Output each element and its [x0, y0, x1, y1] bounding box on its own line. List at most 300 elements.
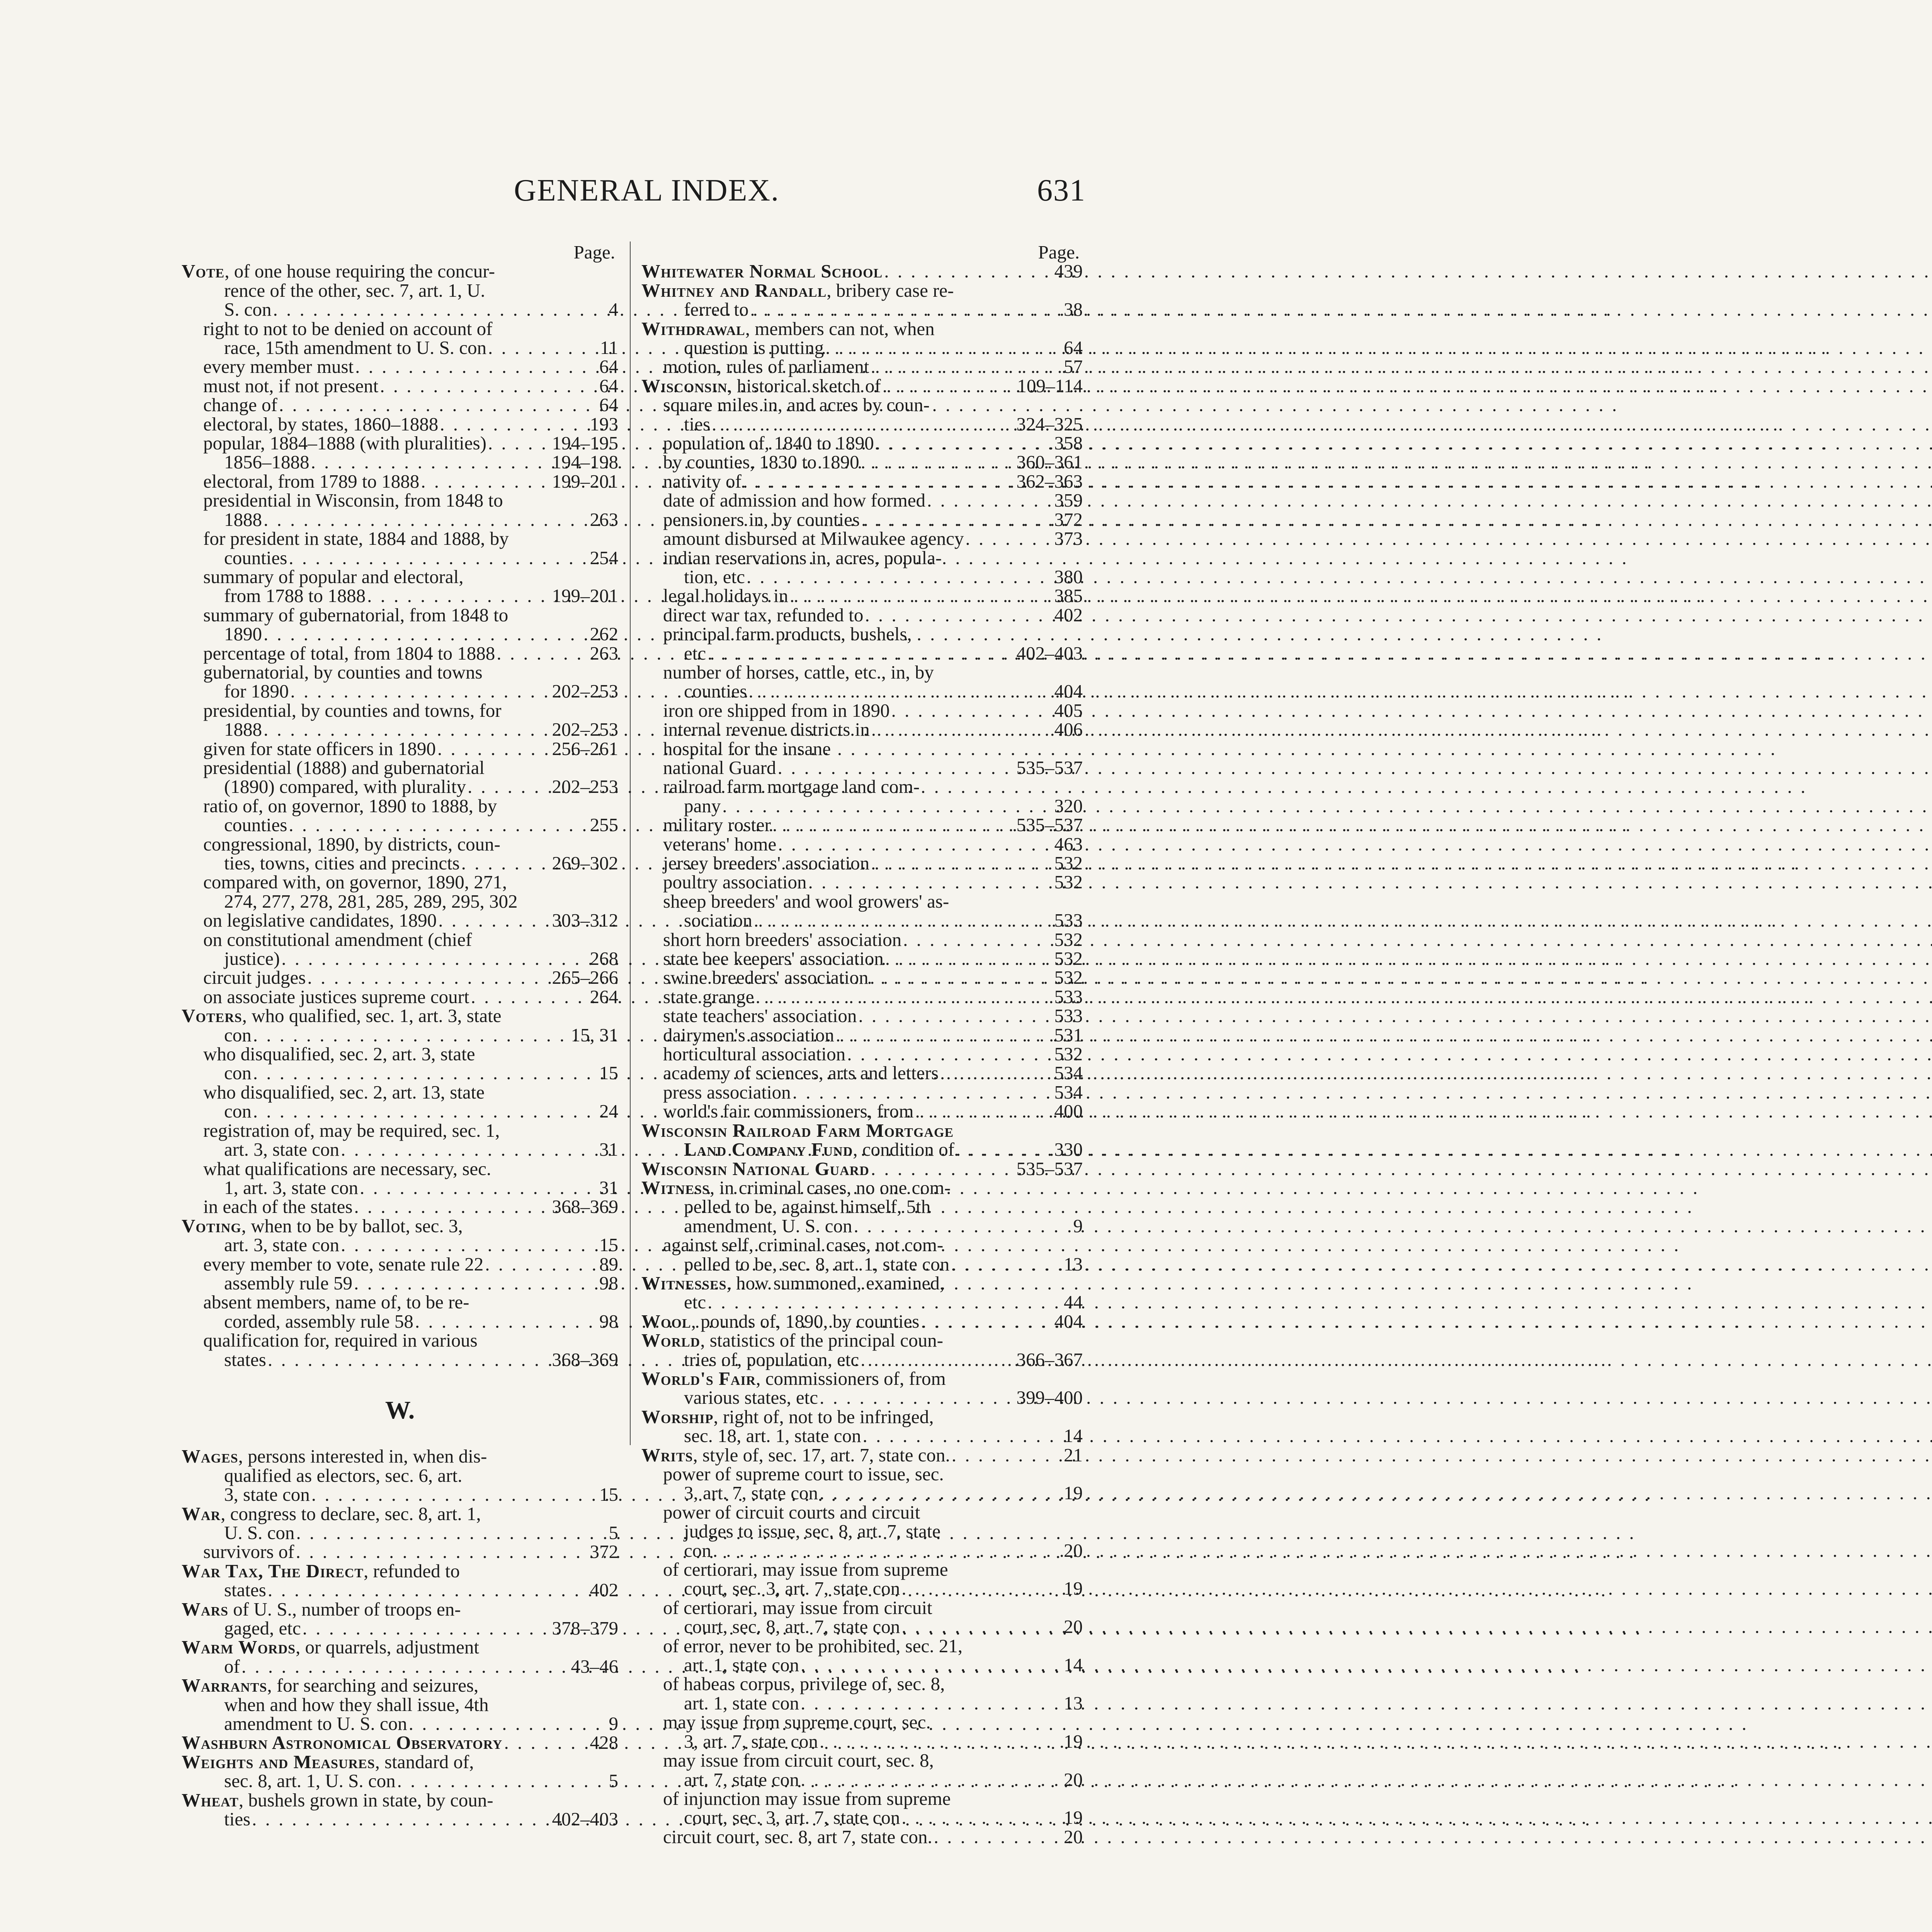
index-entry — [641, 376, 1083, 395]
dot-leader — [745, 567, 1054, 586]
entry-description: , right of, not to be infringed, — [713, 1406, 934, 1427]
index-entry — [182, 949, 618, 968]
entry-description: principal farm products, bushels, — [663, 623, 912, 645]
page-column-label: Page. — [573, 242, 615, 263]
dot-leader — [352, 1274, 599, 1293]
entry-description: , bribery case re- — [827, 279, 954, 301]
dot-leader — [870, 720, 1054, 739]
entry-text — [224, 281, 485, 300]
page-reference: 199–201 — [552, 585, 618, 607]
entry-description: sociation — [684, 910, 752, 931]
index-entry — [641, 1006, 1083, 1025]
section-letter-w: W. — [385, 1396, 415, 1424]
entry-text — [663, 1083, 791, 1102]
index-entry — [641, 1446, 1083, 1464]
index-entry — [182, 1197, 618, 1216]
entry-text — [663, 720, 870, 739]
entry-description: tries of, population, etc — [684, 1349, 859, 1370]
index-entry — [182, 1312, 618, 1331]
entry-description: pensioners in, by counties — [663, 509, 860, 530]
entry-text — [203, 872, 507, 891]
entry-heading: War Tax, The Direct — [182, 1560, 364, 1582]
page-reference: 360–361 — [1016, 451, 1083, 473]
page-reference: 531 — [1054, 1024, 1083, 1046]
entry-text — [182, 1561, 460, 1580]
dot-leader — [754, 987, 1054, 1006]
index-entry — [641, 395, 1083, 414]
dot-leader — [706, 1293, 1064, 1311]
dot-leader — [262, 624, 590, 643]
page-number: 631 — [1037, 173, 1086, 207]
entry-text — [224, 682, 289, 701]
entry-heading: Voters — [182, 1005, 242, 1027]
entry-description: presidential in Wisconsin, from 1848 to — [203, 490, 503, 511]
entry-description: poultry association — [663, 871, 807, 893]
index-entry — [641, 1655, 1083, 1674]
entry-text — [641, 1274, 944, 1293]
index-entry — [182, 663, 618, 682]
page-reference: 202–253 — [552, 719, 618, 740]
entry-text — [663, 395, 930, 414]
index-entry — [182, 1026, 618, 1044]
index-entry — [182, 1159, 618, 1178]
dot-leader — [294, 1523, 609, 1542]
entry-description: corded, assembly rule 58 — [224, 1310, 413, 1332]
page-reference: 366–367 — [1016, 1349, 1083, 1370]
page-reference: 255 — [590, 814, 618, 836]
entry-description: horticultural association — [663, 1043, 846, 1065]
entry-text — [663, 1044, 845, 1063]
entry-description: con — [684, 1539, 711, 1561]
entry-description: , congress to declare, sec. 8, art. 1, — [221, 1503, 481, 1524]
entry-text — [663, 1636, 963, 1655]
entry-description: , statistics of the principal coun- — [700, 1330, 943, 1351]
dot-leader — [486, 338, 600, 357]
entry-description: etc — [684, 642, 706, 664]
entry-description: summary of popular and electoral, — [203, 566, 464, 587]
index-entry — [641, 739, 1083, 758]
entry-text — [224, 1274, 352, 1293]
index-entry — [641, 1274, 1083, 1293]
entry-description: every member must — [203, 356, 354, 378]
entry-heading: Land Company Fund — [684, 1139, 853, 1160]
entry-description: swine breeders' association — [663, 967, 869, 988]
index-entry — [641, 281, 1083, 300]
entry-text — [663, 452, 859, 471]
entry-description: of certiorari, may issue from supreme — [663, 1559, 948, 1580]
page-reference: 109–114 — [1017, 375, 1083, 396]
page-reference: 20 — [1064, 1769, 1083, 1790]
entry-description: summary of gubernatorial, from 1848 to — [203, 604, 509, 626]
entry-description: 1888 — [224, 719, 262, 740]
entry-description: amendment, U. S. con — [684, 1215, 852, 1236]
dot-leader — [438, 415, 590, 434]
entry-heading: Whitewater Normal School — [641, 260, 883, 282]
entry-text — [224, 1580, 266, 1599]
page-reference: 269–302 — [552, 852, 618, 874]
entry-text — [663, 472, 742, 491]
page-reference: 64 — [599, 356, 618, 378]
entry-text — [684, 1426, 861, 1445]
entry-text — [203, 1083, 485, 1102]
entry-text — [684, 796, 721, 815]
entry-text — [663, 1674, 945, 1693]
index-entry — [182, 300, 618, 319]
entry-text — [203, 739, 436, 758]
entry-description: presidential, by counties and towns, for — [203, 699, 502, 721]
entry-description: S. con — [224, 299, 272, 320]
dot-leader — [818, 1732, 1064, 1751]
entry-description: judges to issue, sec. 8, art. 7, state — [684, 1520, 941, 1542]
page-reference: 199–201 — [552, 470, 618, 492]
entry-text — [224, 548, 287, 567]
index-entry — [641, 1159, 1083, 1178]
index-entry — [182, 892, 618, 911]
entry-description: against self, criminal cases, not com- — [663, 1234, 944, 1256]
entry-description: absent members, name of, to be re- — [203, 1291, 469, 1313]
entry-text — [203, 376, 378, 395]
entry-heading: Withdrawal — [641, 318, 745, 339]
dot-leader — [262, 720, 552, 739]
entry-text — [663, 968, 868, 987]
entry-text — [684, 300, 748, 319]
index-entry — [641, 1694, 1083, 1713]
page-reference: 262 — [590, 623, 618, 645]
entry-text — [663, 1503, 920, 1522]
entry-text — [663, 701, 890, 720]
entry-text — [224, 1695, 489, 1714]
entry-description: jersey breeders' association — [663, 852, 869, 874]
entry-text — [684, 682, 747, 701]
entry-text — [224, 1026, 252, 1044]
entry-text — [684, 1732, 818, 1751]
dot-leader — [266, 1350, 552, 1369]
entry-description: , members can not, when — [745, 318, 935, 339]
entry-description: power of supreme court to issue, sec. — [663, 1463, 944, 1485]
page-reference: 303–312 — [552, 910, 618, 931]
entry-text — [663, 624, 912, 643]
index-entry — [641, 262, 1083, 281]
entry-heading: Whitney and Randall — [641, 279, 827, 301]
entry-text — [663, 1827, 932, 1846]
entry-heading: Weights and Measures — [182, 1751, 375, 1772]
page-reference: 202–253 — [552, 776, 618, 798]
entry-text — [663, 605, 863, 624]
index-entry — [641, 1464, 1083, 1483]
page-reference: 98 — [599, 1310, 618, 1332]
index-entry — [641, 911, 1083, 930]
index-entry — [641, 1426, 1083, 1445]
entry-text — [224, 1350, 266, 1369]
entry-heading: Wars — [182, 1598, 229, 1620]
entry-text — [684, 1617, 900, 1636]
page-reference: 21 — [1064, 1444, 1083, 1466]
dot-leader — [881, 376, 1017, 395]
dot-leader — [852, 1216, 1073, 1235]
index-entry — [182, 777, 618, 796]
entry-heading: Warrants — [182, 1675, 267, 1696]
index-entry — [182, 758, 618, 777]
index-entry — [641, 1121, 1083, 1140]
entry-description: , of one house requiring the concur- — [224, 260, 495, 282]
index-entry — [641, 319, 1083, 338]
index-entry — [641, 1197, 1083, 1216]
index-entry — [182, 682, 618, 701]
dot-leader — [900, 1617, 1064, 1636]
entry-description: tion, etc — [684, 566, 745, 587]
entry-text — [203, 491, 503, 510]
entry-text — [203, 663, 483, 682]
dot-leader — [950, 1446, 1064, 1464]
index-entry — [641, 1579, 1083, 1598]
entry-description: date of admission and how formed — [663, 490, 926, 511]
entry-text — [224, 452, 310, 471]
dot-leader — [884, 949, 1054, 968]
page-reference: 378–379 — [552, 1617, 618, 1639]
index-entry — [182, 491, 618, 510]
entry-text — [224, 1312, 413, 1331]
page-reference: 368–369 — [552, 1196, 618, 1218]
entry-description: electoral, by states, 1860–1888 — [203, 413, 439, 435]
entry-heading: Writs — [641, 1444, 693, 1466]
index-entry — [182, 1293, 618, 1311]
entry-text — [663, 872, 807, 891]
entry-description: 1, art. 3, state con — [224, 1177, 358, 1198]
dot-leader — [272, 300, 609, 319]
entry-description: number of horses, cattle, etc., in, by — [663, 661, 934, 683]
entry-text — [663, 758, 776, 777]
entry-text — [684, 1541, 711, 1560]
entry-text — [203, 357, 354, 376]
index-entry — [182, 835, 618, 854]
entry-text — [684, 567, 745, 586]
entry-description: state teachers' association — [663, 1005, 857, 1027]
entry-description: gaged, etc — [224, 1617, 301, 1639]
entry-description: , persons interested in, when dis- — [238, 1446, 487, 1467]
entry-description: iron ore shipped from in 1890 — [663, 699, 890, 721]
entry-description: percentage of total, from 1804 to 1888 — [203, 642, 495, 664]
left-column — [182, 243, 618, 1885]
entry-text — [663, 1464, 944, 1483]
entry-text — [224, 854, 460, 872]
dot-leader — [861, 1426, 1064, 1445]
entry-text — [182, 1791, 493, 1810]
dot-leader — [857, 1006, 1054, 1025]
entry-text — [663, 930, 901, 949]
index-entry — [182, 1752, 618, 1771]
entry-text — [224, 1485, 310, 1504]
page-reference: 402 — [1054, 604, 1083, 626]
entry-description: by counties, 1830 to 1890 — [663, 451, 859, 473]
page-reference: 15 — [599, 1234, 618, 1256]
entry-description: dairymen's association — [663, 1024, 834, 1046]
entry-description: from 1788 to 1888 — [224, 585, 366, 607]
index-entry — [182, 701, 618, 720]
entry-description: art. 1, state con — [684, 1654, 799, 1676]
entry-description: 3, art. 7, state con — [684, 1730, 818, 1752]
entry-heading: War — [182, 1503, 221, 1524]
entry-description: 1856–1888 — [224, 451, 310, 473]
entry-text — [663, 1789, 951, 1808]
dot-leader — [710, 415, 1016, 434]
index-entry — [641, 1503, 1083, 1522]
index-entry — [182, 1255, 618, 1274]
index-entry — [641, 1140, 1083, 1159]
entry-description: etc — [684, 1291, 706, 1313]
entry-heading: Washburn Astronomical Observatory — [182, 1732, 503, 1753]
dot-leader — [807, 872, 1054, 891]
index-entry — [182, 338, 618, 357]
index-entry — [641, 1044, 1083, 1063]
page-reference: 44 — [1064, 1291, 1083, 1313]
entry-text — [203, 1197, 352, 1216]
entry-text — [203, 1293, 469, 1311]
entry-text — [203, 415, 438, 434]
dot-leader — [252, 1026, 571, 1044]
dot-leader — [742, 472, 1017, 491]
entry-text — [641, 262, 883, 281]
index-entry — [182, 1695, 618, 1714]
dot-leader — [252, 1102, 599, 1121]
dot-leader — [466, 777, 552, 796]
entry-text — [663, 510, 860, 529]
entry-description: gubernatorial, by counties and towns — [203, 661, 483, 683]
page-reference: 14 — [1064, 1425, 1083, 1447]
index-entry — [182, 739, 618, 758]
entry-description: sec. 18, art. 1, state con — [684, 1425, 861, 1447]
page-reference: 368–369 — [552, 1349, 618, 1370]
entry-text — [641, 1369, 946, 1388]
entry-description: , commissioners of, from — [756, 1367, 946, 1389]
page-reference: 20 — [1064, 1539, 1083, 1561]
page-reference: 15 — [599, 1062, 618, 1084]
entry-text — [203, 644, 495, 663]
entry-description: academy of sciences, arts and letters — [663, 1062, 939, 1084]
index-entry — [182, 1235, 618, 1254]
entry-text — [203, 1121, 500, 1140]
entry-description: on associate justices supreme court — [203, 986, 469, 1007]
entry-description: states — [224, 1349, 266, 1370]
entry-description: art. 3, state con — [224, 1234, 339, 1256]
index-entry — [641, 338, 1083, 357]
entry-description: hospital for the insane — [663, 738, 831, 759]
entry-description: , who qualified, sec. 1, art. 3, state — [242, 1005, 502, 1027]
index-entry — [641, 1808, 1083, 1827]
entry-description: on constitutional amendment (chief — [203, 929, 472, 950]
dot-leader — [306, 968, 552, 987]
dot-leader — [252, 1063, 599, 1082]
dot-leader — [799, 1655, 1064, 1674]
entry-description: art. 3, state con — [224, 1139, 339, 1160]
index-entry — [182, 529, 618, 548]
entry-description: for president in state, 1884 and 1888, by — [203, 528, 509, 549]
dot-leader — [287, 815, 590, 834]
dot-leader — [294, 1542, 590, 1561]
dot-leader — [419, 472, 552, 491]
entry-description: con — [224, 1024, 252, 1046]
entry-text — [224, 777, 466, 796]
index-entry — [182, 1791, 618, 1810]
entry-description: counties — [224, 814, 287, 836]
page-reference: 402 — [590, 1579, 618, 1601]
entry-description: national Guard — [663, 757, 776, 778]
page-reference: 31 — [599, 1177, 618, 1198]
dot-leader — [964, 529, 1054, 548]
dot-leader — [776, 758, 1017, 777]
index-entry — [182, 262, 618, 281]
entry-text — [203, 987, 469, 1006]
page-reference: 5 — [609, 1770, 618, 1792]
entry-text — [224, 1178, 358, 1197]
index-entry — [641, 548, 1083, 567]
index-entry — [182, 1274, 618, 1293]
entry-text — [663, 434, 874, 452]
page-reference: 402–403 — [552, 1808, 618, 1830]
dot-leader — [266, 1580, 590, 1599]
page-reference: 330 — [1054, 1139, 1083, 1160]
entry-text — [224, 586, 366, 605]
page-reference: 533 — [1054, 1005, 1083, 1027]
index-entry — [182, 567, 618, 586]
entry-text — [224, 1140, 339, 1159]
entry-description: circuit court, sec. 8, art 7, state con. — [663, 1826, 932, 1847]
entry-description: pany — [684, 795, 721, 816]
page-reference: 15 — [599, 1484, 618, 1505]
entry-description: of — [224, 1655, 240, 1677]
dot-leader — [486, 434, 552, 452]
entry-text — [203, 1159, 491, 1178]
page-reference: 19 — [1064, 1730, 1083, 1752]
entry-text — [641, 1159, 869, 1178]
index-entry — [641, 1598, 1083, 1617]
entry-text — [224, 1810, 250, 1828]
page-reference: 400 — [1054, 1100, 1083, 1122]
entry-text — [182, 1600, 461, 1619]
index-entry — [182, 1485, 618, 1504]
entry-text — [684, 1808, 900, 1827]
entry-text — [641, 1331, 943, 1350]
page-reference: 202–253 — [552, 680, 618, 702]
page-reference: 463 — [1054, 833, 1083, 855]
dot-leader — [706, 644, 1016, 663]
index-entry — [641, 624, 1083, 643]
page-reference: 19 — [1064, 1807, 1083, 1828]
entry-text — [684, 911, 752, 930]
entry-description: various states, etc — [684, 1387, 818, 1408]
entry-text — [684, 1483, 818, 1502]
entry-text — [684, 1140, 954, 1159]
entry-text — [663, 357, 869, 376]
entry-description: con — [224, 1100, 252, 1122]
dot-leader — [262, 510, 590, 529]
entry-description: internal revenue districts in — [663, 719, 870, 740]
page-reference: 320 — [1054, 795, 1083, 816]
entry-text — [203, 701, 502, 720]
entry-text — [663, 1063, 939, 1082]
entry-text — [641, 1407, 934, 1426]
entry-description: every member to vote, senate rule 22 — [203, 1253, 484, 1275]
entry-text — [641, 1121, 954, 1140]
entry-description: counties — [224, 547, 287, 568]
entry-description: who disqualified, sec. 2, art. 3, state — [203, 1043, 475, 1065]
page-reference: 31 — [599, 1139, 618, 1160]
dot-leader — [310, 1485, 599, 1504]
index-entry — [641, 835, 1083, 854]
entry-description: veterans' home — [663, 833, 777, 855]
entry-heading: Warm Words — [182, 1636, 296, 1658]
entry-description: railroad farm mortgage land com- — [663, 776, 920, 798]
entry-description: compared with, on governor, 1890, 271, — [203, 871, 507, 893]
